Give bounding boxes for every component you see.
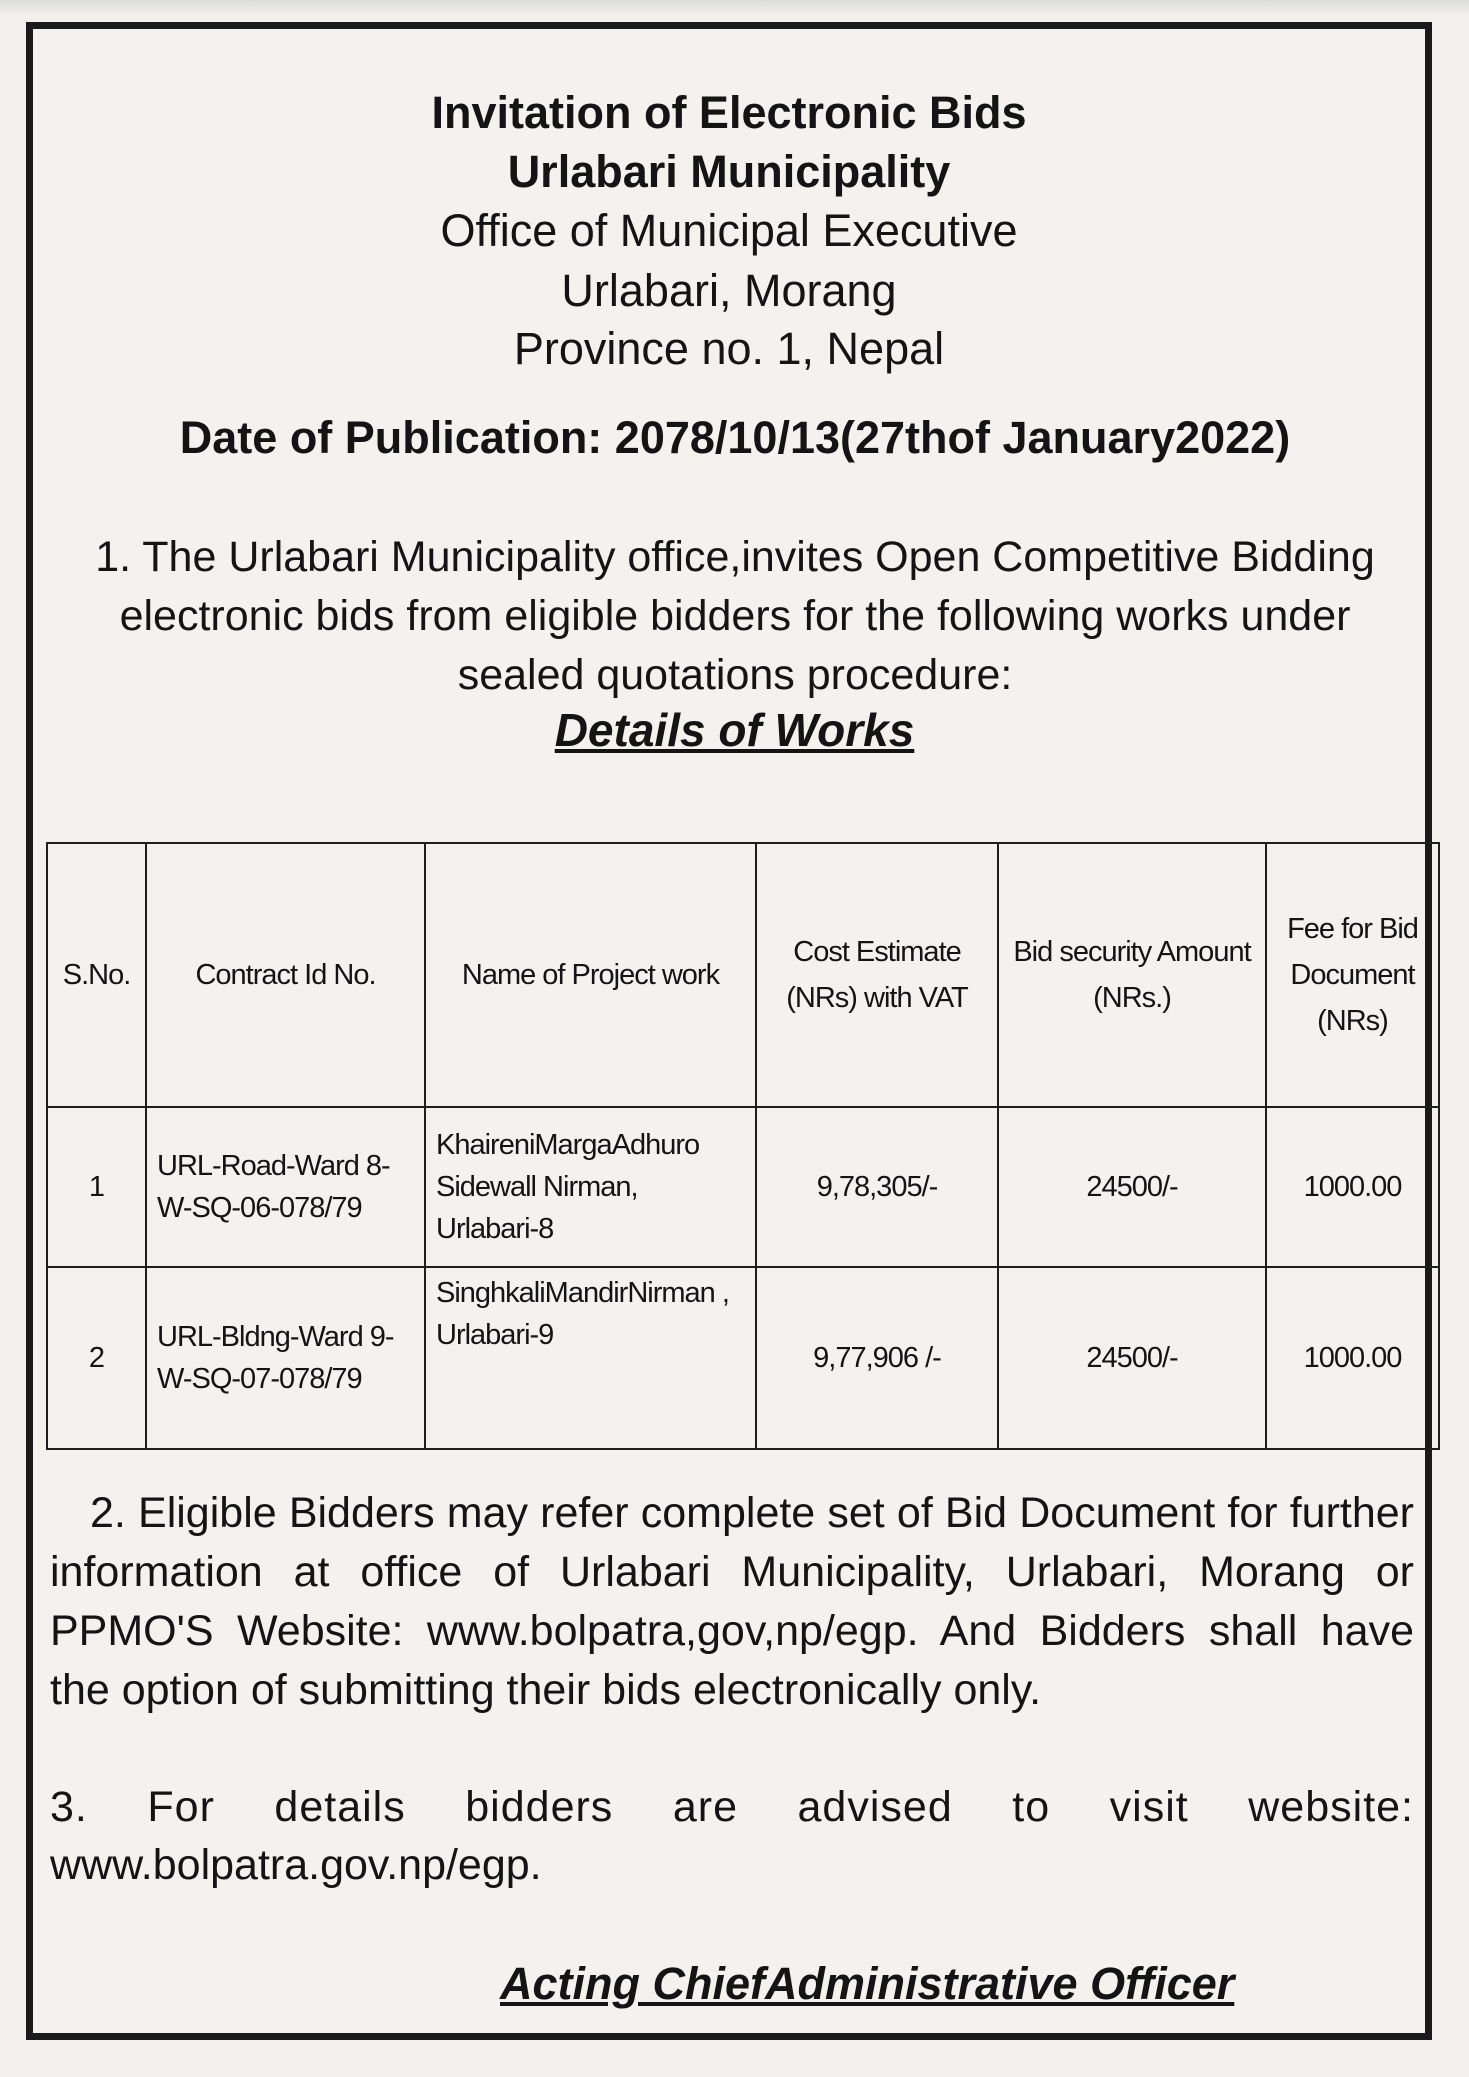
cell-cost-estimate: 9,78,305/-	[756, 1107, 998, 1267]
cell-bid-security: 24500/-	[998, 1107, 1266, 1267]
cell-project-name: KhaireniMargaAdhuro Sidewall Nirman, Urlabari-8	[425, 1107, 756, 1267]
paragraph-bid-document	[50, 1484, 1414, 1720]
notice-title: Invitation of Electronic Bids	[431, 87, 1027, 138]
header-sno: S.No.	[47, 843, 146, 1107]
office-name: Office of Municipal Executive	[440, 205, 1018, 256]
publication-date: Date of Publication: 2078/10/13(27thof January2022)	[179, 412, 1291, 463]
website-link[interactable]: www.bolpatra.gov.np/egp.	[50, 1841, 542, 1889]
header-cost-estimate: Cost Estimate (NRs) with VAT	[756, 843, 998, 1107]
cell-bid-fee: 1000.00	[1266, 1267, 1439, 1449]
office-location: Urlabari, Morang	[561, 265, 897, 316]
cell-bid-fee: 1000.00	[1266, 1107, 1439, 1267]
paper-edge	[0, 0, 1469, 14]
province: Province no. 1, Nepal	[513, 323, 945, 374]
paragraph-invitation: 1. The Urlabari Municipality office,invites Open Competitive Bidding electronic bids from eligible bidders for the following works under sealed quotations procedure:	[95, 533, 1375, 699]
table-row	[47, 1267, 1439, 1449]
paragraph-2-text: 2. Eligible Bidders may refer complete set of Bid Document for further information at office of Urlabari Municipality, Urlabari, Morang or PPMO'S Website: www.bolpatra,gov,np/egp. And Bidders shall have the option of submitting their bids electronically only.	[50, 1489, 1414, 1714]
cell-sno: 2	[47, 1267, 146, 1449]
cell-cost-estimate: 9,77,906 /-	[756, 1267, 998, 1449]
municipality-name: Urlabari Municipality	[507, 146, 951, 197]
cell-sno: 1	[47, 1107, 146, 1267]
cell-contract-id: URL-Bldng-Ward 9-W-SQ-07-078/79	[146, 1267, 425, 1449]
cell-project-name: SinghkaliMandirNirman , Urlabari-9	[425, 1267, 756, 1449]
header-contract-id: Contract Id No.	[146, 843, 425, 1107]
table-row	[47, 1107, 1439, 1267]
works-table	[46, 842, 1440, 1450]
paragraph-details-line1: 3. For details bidders are advised to visit website:	[50, 1783, 1414, 1831]
header-project-name: Name of Project work	[425, 843, 756, 1107]
table-header-row	[47, 843, 1439, 1107]
details-heading: Details of Works	[554, 704, 915, 756]
cell-contract-id: URL-Road-Ward 8-W-SQ-06-078/79	[146, 1107, 425, 1267]
cell-bid-security: 24500/-	[998, 1267, 1266, 1449]
signature-officer-title: Acting ChiefAdministrative Officer	[500, 1958, 1235, 2009]
header-bid-security: Bid security Amount (NRs.)	[998, 843, 1266, 1107]
header-bid-fee: Fee for Bid Document (NRs)	[1266, 843, 1439, 1107]
